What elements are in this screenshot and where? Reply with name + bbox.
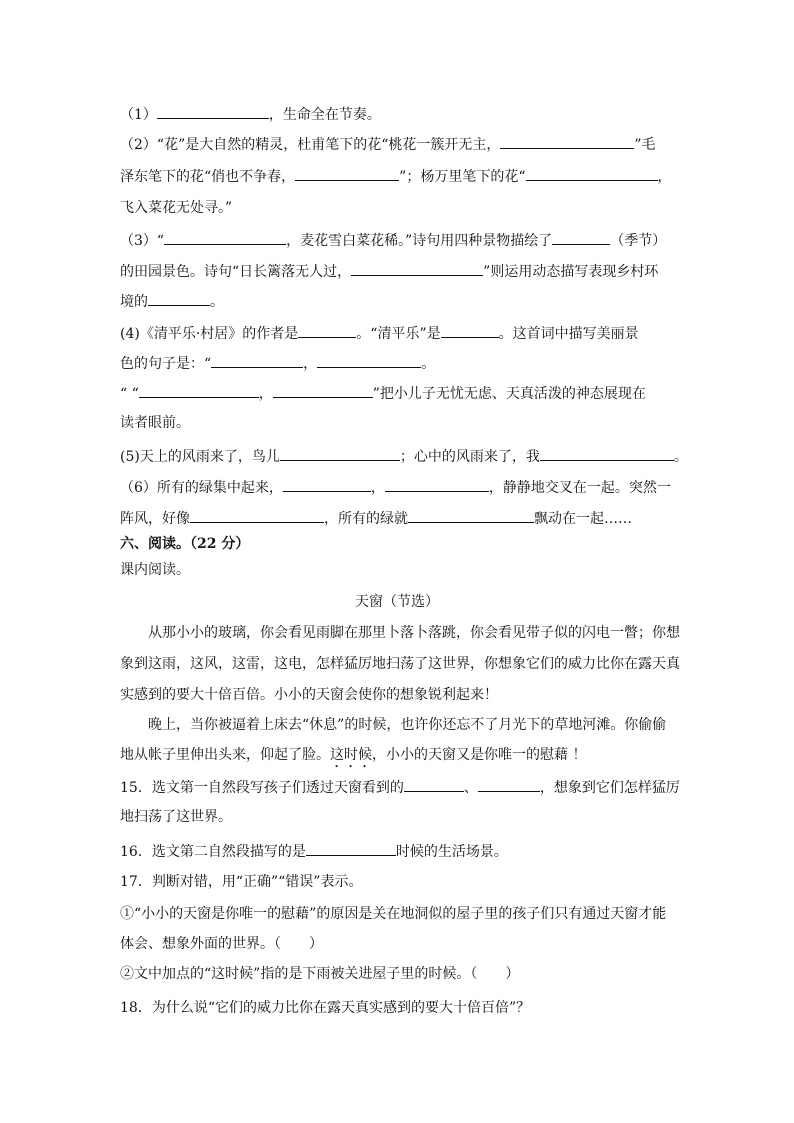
q5-line-12: [120, 446, 688, 466]
text: 境的: [120, 294, 148, 310]
text: 色的句子是：“: [120, 356, 212, 372]
answer-blank[interactable]: [526, 166, 658, 181]
text: 飞入菜花无处寻。”: [120, 200, 233, 216]
q5-line-1: [120, 104, 680, 124]
text: ，: [258, 386, 273, 402]
text: 。: [210, 294, 224, 310]
answer-blank[interactable]: [540, 446, 674, 461]
answer-blank[interactable]: [404, 777, 464, 792]
text: ”把小儿子无忧无虑、天真活泼的神态展现在: [372, 386, 646, 402]
text: 阵风，好像: [120, 511, 190, 527]
text: ”则运用动态描写表现乡村环: [483, 264, 659, 280]
q5-line-5: [120, 230, 680, 250]
text: 读者眼前。: [120, 415, 190, 431]
text: ，想象到它们怎样猛厉: [539, 780, 680, 796]
question-17-item-1: ①“小小的天窗是你唯一的慰藉”的原因是关在地洞似的屋子里的孩子们只有通过天窗才能: [120, 906, 667, 922]
text: 的田园景色。诗句“日长篱落无人过，: [120, 264, 352, 280]
text: (5)天上的风雨来了，鸟儿: [120, 449, 280, 465]
answer-blank[interactable]: [351, 261, 483, 276]
text: 。“清平乐”是: [356, 326, 441, 342]
question-17-stem: 17．判断对错，用“正确”“错误”表示。: [120, 874, 363, 890]
text: 时候的生活场景。: [395, 844, 508, 860]
answer-blank[interactable]: [148, 291, 210, 306]
text: （2）“花”是大自然的精灵，杜甫笔下的花“桃花一簇开无主，: [120, 137, 501, 153]
text: ，小小的天窗又是你唯一的慰藉 ！: [372, 747, 587, 763]
text: 15．选文第一自然段写孩子们透过天窗看到的: [120, 780, 404, 796]
question-15-cont: 地扫荡了这世界。: [120, 809, 232, 825]
text: ，静静地交叉在一起。突然一: [488, 480, 671, 496]
dotted-emphasis-text: 这时候: [330, 747, 372, 763]
section-subheading: 课内阅读。: [120, 562, 190, 578]
answer-blank[interactable]: [283, 477, 371, 492]
text: 、: [463, 780, 478, 796]
answer-blank[interactable]: [280, 446, 400, 461]
q5-line-6: [120, 261, 680, 281]
text: （3）“: [120, 233, 165, 249]
answer-blank[interactable]: [157, 104, 269, 119]
question-17-item-2: ②文中加点的“这时候”指的是下雨被关进屋子里的时候。（ ）: [120, 966, 520, 982]
passage-line: 象到这雨，这风，这雷，这电，怎样猛厉地扫荡了这世界，你想象它们的威力比你在露天真: [120, 656, 680, 672]
answer-blank[interactable]: [385, 477, 489, 492]
text: ；心中的风雨来了，我: [399, 449, 540, 465]
answer-blank[interactable]: [441, 323, 499, 338]
passage-line: 晚上，当你被逼着上床去“休息”的时候，也许你还忘不了月光下的草地河滩。你偷偷: [148, 717, 667, 733]
text: ，生命全在节奏。: [268, 107, 381, 123]
passage-line: [120, 745, 680, 765]
text: （季节）: [610, 233, 667, 249]
text: ，: [657, 169, 672, 185]
question-16: [120, 841, 680, 861]
section-heading: 六、阅读。（22 分）: [120, 536, 250, 552]
q5-line-11: [120, 413, 680, 433]
text: （1）: [120, 107, 157, 123]
answer-blank[interactable]: [273, 383, 373, 398]
q5-line-8: [120, 323, 680, 343]
answer-blank[interactable]: [211, 353, 303, 368]
q5-line-14: [120, 508, 680, 528]
text: ，所有的绿就: [324, 511, 408, 527]
answer-blank[interactable]: [317, 353, 421, 368]
text: 泽东笔下的花“俏也不争春，: [120, 169, 296, 185]
text: ”毛: [634, 137, 656, 153]
q5-line-3: [120, 166, 680, 186]
q5-line-4: [120, 198, 680, 218]
q5-line-10: [120, 383, 680, 403]
text: “ “: [120, 386, 139, 402]
answer-blank[interactable]: [478, 777, 540, 792]
answer-blank[interactable]: [408, 508, 534, 523]
answer-blank[interactable]: [298, 323, 356, 338]
q5-line-13: [120, 477, 680, 497]
text: ，麦花雪白菜花稀。”诗句用四种景物描绘了: [286, 233, 553, 249]
answer-blank[interactable]: [306, 841, 396, 856]
text: (4)《清平乐·村居》的作者是: [120, 326, 299, 342]
text: ”；杨万里笔下的花“: [399, 169, 526, 185]
passage-line: 从那小小的玻璃，你会看见雨脚在那里卜落卜落跳，你会看见带子似的闪电一瞥；你想: [148, 625, 680, 641]
q5-line-9: [120, 353, 680, 373]
q5-line-2: [120, 134, 680, 154]
passage-title: 天窗（节选）: [355, 594, 439, 610]
answer-blank[interactable]: [295, 166, 399, 181]
text: 。: [421, 356, 436, 372]
answer-blank[interactable]: [164, 230, 286, 245]
passage-line: 实感到的要大十倍百倍。小小的天窗会使你的想象锐利起来！: [120, 687, 498, 703]
text: 。这首词中描写美丽景: [498, 326, 639, 342]
text: ，: [370, 480, 385, 496]
text: 16．选文第二自然段描写的是: [120, 844, 306, 860]
text: 。: [673, 449, 688, 465]
text: 地从帐子里伸出头来，仰起了脸。: [120, 747, 330, 763]
text: 飘动在一起……: [534, 511, 632, 527]
text: （6）所有的绿集中起来，: [120, 480, 283, 496]
question-18: 18．为什么说“它们的威力比你在露天真实感到的要大十倍百倍”？: [120, 1000, 531, 1016]
text: ，: [303, 356, 318, 372]
question-17-item-1-cont: 体会、想象外面的世界。（ ）: [120, 936, 323, 952]
answer-blank[interactable]: [139, 383, 259, 398]
question-15: [120, 777, 680, 797]
q5-line-7: [120, 291, 680, 311]
answer-blank[interactable]: [190, 508, 324, 523]
answer-blank[interactable]: [552, 230, 610, 245]
answer-blank[interactable]: [500, 134, 634, 149]
